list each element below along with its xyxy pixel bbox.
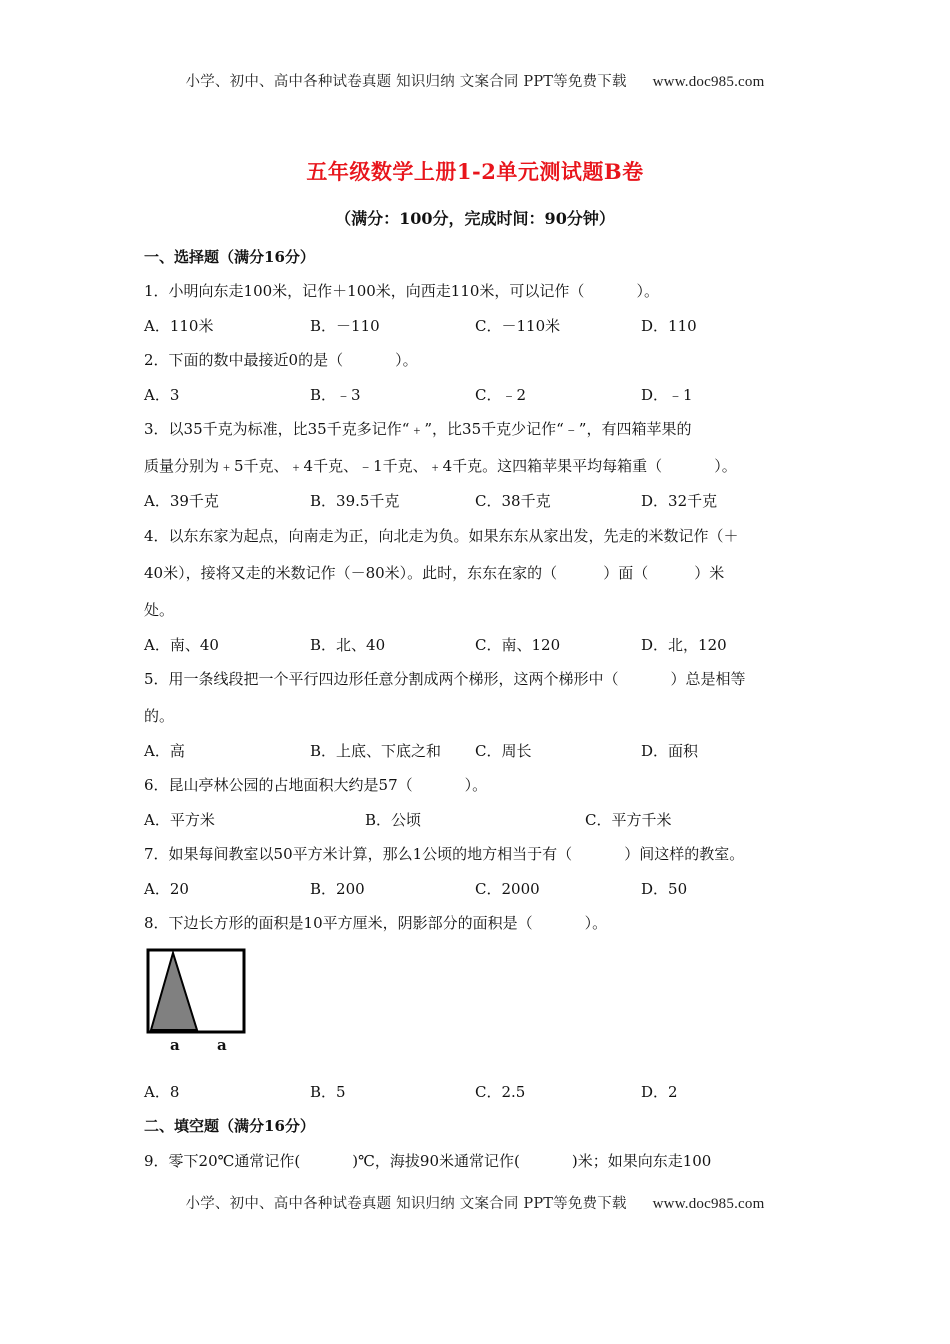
question-4-options (144, 634, 824, 654)
question-6 (144, 774, 487, 795)
question-1-text: 1．小明向东走100米，记作＋100米，向西走110米，可以记作（ (144, 282, 585, 300)
option-a[interactable]: A．20 (144, 880, 189, 898)
option-c[interactable]: C．平方千米 (585, 811, 672, 829)
option-b[interactable]: B．公顷 (365, 811, 422, 829)
footer-text: 小学、初中、高中各种试卷真题 知识归纳 文案合同 PPT等免费下载 (185, 1196, 627, 1212)
question-4-line-1: 4．以东东家为起点，向南走为正，向北走为负。如果东东从家出发，先走的米数记作（＋ (144, 527, 739, 545)
option-b[interactable]: B．北、40 (310, 636, 386, 654)
question-3-options (144, 490, 824, 510)
page-header (0, 70, 950, 91)
option-d[interactable]: D．50 (641, 880, 688, 898)
header-site: www.doc985.com (652, 74, 765, 90)
option-c[interactable]: C．2.5 (475, 1083, 526, 1101)
question-6-text: 6．昆山亭林公园的占地面积大约是57（ (144, 776, 413, 794)
option-a[interactable]: A．南、40 (144, 636, 219, 654)
option-c[interactable]: C．2000 (475, 880, 540, 898)
option-c[interactable]: C．周长 (475, 742, 532, 760)
question-3-line-2 (144, 455, 737, 476)
question-3-end: ）。 (714, 457, 737, 475)
question-5-line-2: 的。 (144, 707, 175, 725)
question-4-end: ）米 (694, 564, 725, 582)
option-c[interactable]: C．38千克 (475, 492, 551, 510)
option-c[interactable]: C．南、120 (475, 636, 561, 654)
option-b[interactable]: B．－110 (310, 317, 380, 335)
option-d[interactable]: D．32千克 (641, 492, 718, 510)
question-6-options (144, 809, 824, 829)
option-a[interactable]: A．高 (144, 742, 185, 760)
option-a[interactable]: A．3 (144, 386, 180, 404)
header-text: 小学、初中、高中各种试卷真题 知识归纳 文案合同 PPT等免费下载 (185, 74, 627, 90)
option-a[interactable]: A．39千克 (144, 492, 219, 510)
question-9 (144, 1150, 711, 1171)
question-2-text: 2．下面的数中最接近0的是（ (144, 351, 344, 369)
section-heading-fill: 二、填空题（满分16分） (144, 1117, 315, 1135)
option-b[interactable]: B．39.5千克 (310, 492, 400, 510)
page-subtitle: （满分：100分，完成时间：90分钟） (335, 209, 615, 228)
question-7 (144, 843, 744, 864)
question-9-end: )米；如果向东走100 (571, 1152, 712, 1170)
option-a[interactable]: A．平方米 (144, 811, 215, 829)
question-4-line-2 (144, 562, 724, 583)
question-5-text: 5．用一条线段把一个平行四边形任意分割成两个梯形，这两个梯形中（ (144, 670, 619, 688)
base-label-a: a (170, 1036, 180, 1054)
question-7-text: 7．如果每间教室以50平方米计算，那么1公顷的地方相当于有（ (144, 845, 573, 863)
question-8 (144, 912, 607, 933)
question-1-end: ）。 (636, 282, 659, 300)
question-5-options (144, 740, 824, 760)
question-4-mid: ）面（ (603, 564, 649, 582)
option-d[interactable]: D．北，120 (641, 636, 727, 654)
question-4-line-3: 处。 (144, 601, 175, 619)
question-1 (144, 280, 659, 301)
page-footer (0, 1192, 950, 1213)
question-2 (144, 349, 418, 370)
question-2-end: ）。 (395, 351, 418, 369)
option-d[interactable]: D．面积 (641, 742, 699, 760)
question-8-text: 8．下边长方形的面积是10平方厘米，阴影部分的面积是（ (144, 914, 533, 932)
question-9-mid: )℃，海拔90米通常记作( (352, 1152, 520, 1170)
question-5-line-1 (144, 668, 746, 689)
option-b[interactable]: B．上底、下底之和 (310, 742, 442, 760)
question-6-end: ）。 (464, 776, 488, 794)
page-title: 五年级数学上册1-2单元测试题B卷 (306, 159, 644, 184)
question-4-text: 40米），接将又走的米数记作（－80米）。此时，东东在家的（ (144, 564, 558, 582)
question-3-text: 质量分别为﹢5千克、﹢4千克、﹣1千克、﹢4千克。这四箱苹果平均每箱重（ (144, 457, 663, 475)
question-8-options (144, 1081, 824, 1101)
option-b[interactable]: B．﹣3 (310, 386, 361, 404)
rectangle-figure (146, 948, 248, 1054)
question-3-line-1: 3．以35千克为标准，比35千克多记作“﹢”，比35千克少记作“﹣”，有四箱苹果的 (144, 420, 692, 438)
option-d[interactable]: D．﹣1 (641, 386, 693, 404)
option-b[interactable]: B．5 (310, 1083, 346, 1101)
question-7-options (144, 878, 824, 898)
option-a[interactable]: A．110米 (144, 317, 214, 335)
section-heading-choice: 一、选择题（满分16分） (144, 248, 315, 266)
question-5-end: ）总是相等 (670, 670, 746, 688)
base-label-a: a (217, 1036, 227, 1054)
option-a[interactable]: A．8 (144, 1083, 180, 1101)
question-8-end: ）。 (584, 914, 608, 932)
question-1-options (144, 315, 824, 335)
option-d[interactable]: D．2 (641, 1083, 678, 1101)
rectangle-diagram (146, 948, 248, 1038)
question-2-options (144, 384, 824, 404)
option-c[interactable]: C．﹣2 (475, 386, 527, 404)
question-7-end: ）间这样的教室。 (624, 845, 745, 863)
option-b[interactable]: B．200 (310, 880, 365, 898)
option-d[interactable]: D．110 (641, 317, 697, 335)
option-c[interactable]: C．－110米 (475, 317, 561, 335)
footer-site: www.doc985.com (652, 1196, 765, 1212)
question-9-text: 9．零下20℃通常记作( (144, 1152, 301, 1170)
